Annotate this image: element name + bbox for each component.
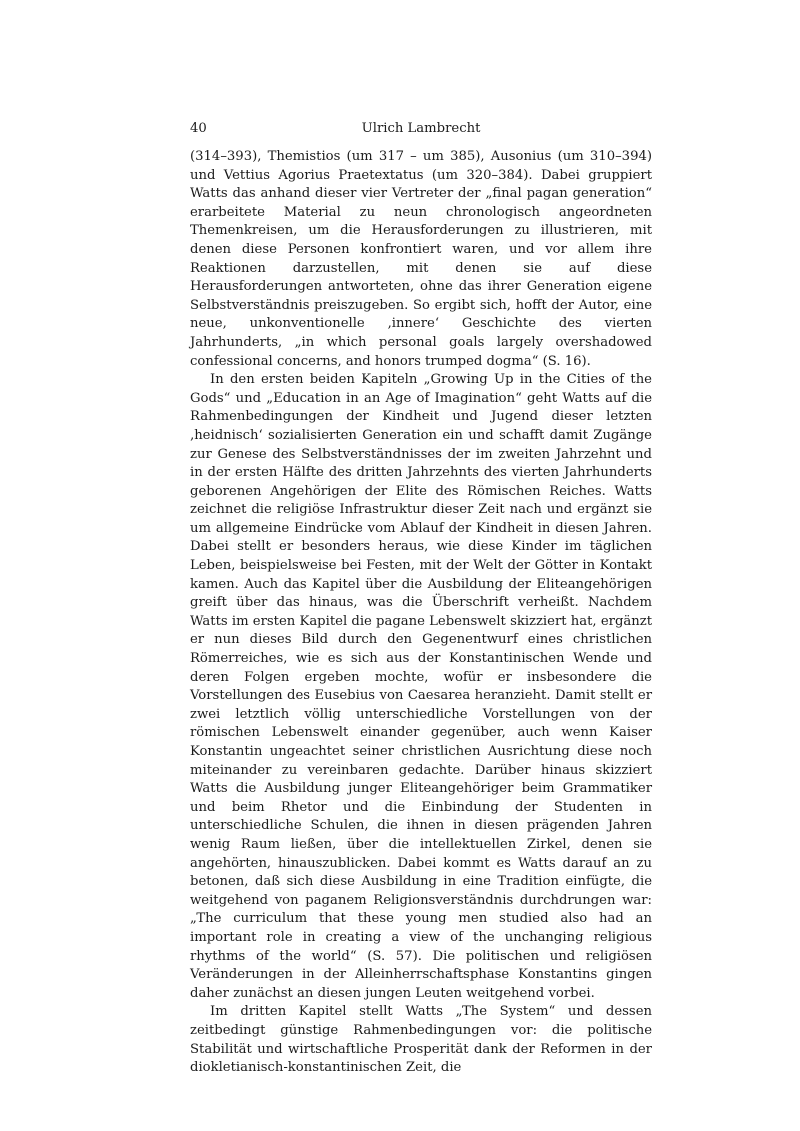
paragraph-chapter-three: Im dritten Kapitel stellt Watts „The System“ und dessen zeitbedingt günstige Rahmenbedingungen vor: die politische Stabilität und wirtschaftliche Prosperität dank der Reformen in der diokletianisch-konstantinischen Zeit, die [190,1004,652,1076]
page-number: 40 [190,121,207,136]
running-title: Ulrich Lambrecht [361,121,481,136]
body-text [190,148,652,1078]
page [190,118,652,1078]
paragraph-chapters-one-two: In den ersten beiden Kapiteln „Growing Up in the Cities of the Gods“ und „Education in an Age of Imagination“ geht Watts auf die Rahmenbedingungen der Kindheit und Jugend dieser letzten ‚heidnisch‘ sozialisierten Generation ein und schafft damit Zugänge zur Genese des Selbstverständnisses der im zweiten Jahrzehnt und in der ersten Hälfte des dritten Jahrzehnts des vierten Jahrhunderts geborenen Angehörigen der Elite des Römischen Reiches. Watts zeichnet die religiöse Infrastruktur dieser Zeit nach und ergänzt sie um allgemeine Eindrücke vom Ablauf der Kindheit in diesen Jahren. Dabei stellt er besonders heraus, wie diese Kinder im täglichen Leben, beispielsweise bei Festen, mit der Welt der Götter in Kontakt kamen. Auch das Kapitel über die Ausbildung der Eliteangehörigen greift über das hinaus, was die Überschrift verheißt. Nachdem Watts im ersten Kapitel die pagane Lebenswelt skizziert hat, ergänzt er nun dieses Bild durch den Gegenentwurf eines christlichen Römerreiches, wie es sich aus der Konstantinischen Wende und deren Folgen ergeben mochte, wofür er insbesondere die Vorstellungen des Eusebius von Caesarea heranzieht. Damit stellt er zwei letztlich völlig unterschiedliche Vorstellungen von der römischen Lebenswelt einander gegenüber, auch wenn Kaiser Konstantin ungeachtet seiner christlichen Ausrichtung diese noch miteinander zu vereinbaren gedachte. Darüber hinaus skizziert Watts die Ausbildung junger Eliteangehöriger beim Grammatiker und beim Rhetor und die Einbindung der Studenten in unterschiedliche Schulen, die ihnen in diesen prägenden Jahren wenig Raum ließen, über die intellektuellen Zirkel, denen sie angehörten, hinauszublicken. Dabei kommt es Watts darauf an zu betonen, daß sich diese Ausbildung in eine Tradition einfügte, die weitgehend von paganem Religionsverständnis durchdrungen war: „The curriculum that these young men studied also had an important role in creating a view of the unchanging religious rhythms of the world“ (S. 57). Die politischen und religiösen Veränderungen in der Alleinherrschaftsphase Konstantins gingen daher zunächst an diesen jungen Leuten weitgehend vorbei. [190,372,652,1001]
running-head [190,118,652,140]
paragraph-continuation: (314–393), Themistios (um 317 – um 385), Ausonius (um 310–394) und Vettius Agorius Praetextatus (um 320–384). Dabei gruppiert Watts das anhand dieser vier Vertreter der „final pagan generation“ erarbeitete Material zu neun chronologisch angeordneten Themenkreisen, um die Herausforderungen zu illustrieren, mit denen diese Personen konfrontiert waren, und vor allem ihre Reaktionen darzustellen, mit denen sie auf diese Herausforderungen antworteten, ohne das ihrer Generation eigene Selbstverständnis preiszugeben. So ergibt sich, hofft der Autor, eine neue, unkonventionelle ‚innere‘ Geschichte des vierten Jahrhunderts, „in which personal goals largely overshadowed confessional concerns, and honors trumped dogma“ (S. 16). [190,149,652,369]
